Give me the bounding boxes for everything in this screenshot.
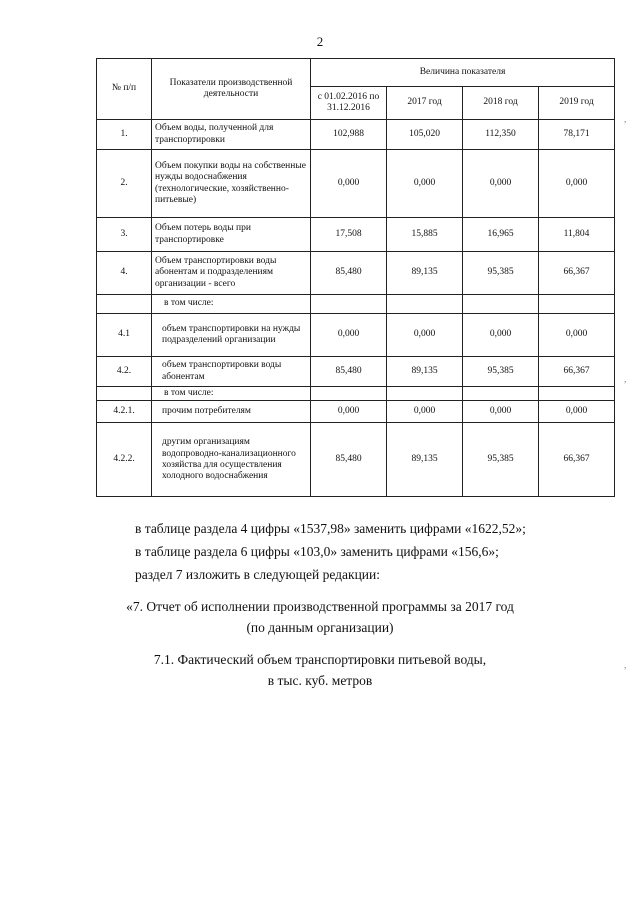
row-number [97, 295, 152, 314]
row-value: 112,350 [463, 120, 539, 150]
row-label: объем транспортировки воды абонентам [152, 357, 311, 387]
amendment-paragraph: раздел 7 изложить в следующей редакции: [135, 567, 381, 582]
table-row [97, 150, 615, 218]
row-value: 85,480 [311, 357, 387, 387]
row-label: прочим потребителям [152, 401, 311, 423]
header-period: 2019 год [539, 87, 615, 120]
row-value: 66,367 [539, 423, 615, 497]
page-number: 2 [316, 34, 324, 49]
header-num: № п/п [97, 59, 152, 120]
row-value [539, 295, 615, 314]
row-number: 3. [97, 218, 152, 252]
row-value: 89,135 [387, 423, 463, 497]
row-value: 0,000 [387, 150, 463, 218]
row-value: 0,000 [463, 314, 539, 357]
row-value: 66,367 [539, 252, 615, 295]
row-value [311, 295, 387, 314]
subsection-title: 7.1. Фактический объем транспортировки питьевой воды, [153, 652, 487, 667]
row-value: 95,385 [463, 423, 539, 497]
margin-mark: , [624, 374, 627, 384]
row-value: 0,000 [311, 401, 387, 423]
subsection-unit: в тыс. куб. метров [267, 673, 373, 688]
table-row [97, 401, 615, 423]
row-value: 78,171 [539, 120, 615, 150]
row-value: 0,000 [539, 401, 615, 423]
row-label: Объем покупки воды на собственные нужды водоснабжения (технологические, хозяйственно-питьевые) [152, 150, 311, 218]
section-title: «7. Отчет об исполнении производственной программы за 2017 год [126, 599, 514, 614]
section-subtitle: (по данным организации) [246, 620, 394, 635]
production-indicators-table [96, 58, 615, 497]
row-value: 15,885 [387, 218, 463, 252]
row-label: Объем потерь воды при транспортировке [152, 218, 311, 252]
row-number: 4.1 [97, 314, 152, 357]
row-value: 0,000 [387, 401, 463, 423]
header-period: 2018 год [463, 87, 539, 120]
header-indicators: Показатели производственной деятельности [152, 59, 311, 120]
row-number: 4.2.1. [97, 401, 152, 423]
row-label: Объем транспортировки воды абонентам и подразделениям организации - всего [152, 252, 311, 295]
row-label: Объем воды, полученной для транспортировки [152, 120, 311, 150]
row-number: 4.2.2. [97, 423, 152, 497]
row-value: 66,367 [539, 357, 615, 387]
row-value: 17,508 [311, 218, 387, 252]
row-value: 11,804 [539, 218, 615, 252]
row-number: 2. [97, 150, 152, 218]
row-number: 1. [97, 120, 152, 150]
table-row [97, 314, 615, 357]
row-value [387, 295, 463, 314]
row-value [387, 387, 463, 401]
row-label: другим организациям водопроводно-канализационного хозяйства для осуществления холодного водоснабжения [152, 423, 311, 497]
row-value [463, 295, 539, 314]
row-value: 85,480 [311, 423, 387, 497]
row-number [97, 387, 152, 401]
row-value: 16,965 [463, 218, 539, 252]
row-value: 105,020 [387, 120, 463, 150]
header-period: с 01.02.2016 по 31.12.2016 [311, 87, 387, 120]
row-value: 0,000 [311, 150, 387, 218]
table-row [97, 423, 615, 497]
table-row [97, 218, 615, 252]
row-value: 0,000 [387, 314, 463, 357]
row-value: 85,480 [311, 252, 387, 295]
row-value: 0,000 [311, 314, 387, 357]
header-period: 2017 год [387, 87, 463, 120]
row-number: 4. [97, 252, 152, 295]
margin-mark: , [624, 114, 627, 124]
margin-mark: , [624, 660, 627, 670]
row-value: 0,000 [463, 150, 539, 218]
table-row [97, 295, 615, 314]
row-label: в том числе: [152, 387, 311, 401]
row-value: 0,000 [539, 314, 615, 357]
row-value [463, 387, 539, 401]
row-value: 95,385 [463, 252, 539, 295]
row-label: объем транспортировки на нужды подразделений организации [152, 314, 311, 357]
row-value: 89,135 [387, 252, 463, 295]
table-row [97, 252, 615, 295]
amendment-paragraph: в таблице раздела 4 цифры «1537,98» заменить цифрами «1622,52»; [135, 521, 526, 536]
table-row [97, 120, 615, 150]
header-value-group: Величина показателя [311, 59, 615, 87]
amendment-paragraph: в таблице раздела 6 цифры «103,0» заменить цифрами «156,6»; [135, 544, 499, 559]
table-row [97, 357, 615, 387]
row-value: 0,000 [463, 401, 539, 423]
table-header-row [97, 59, 615, 87]
table-row [97, 387, 615, 401]
row-value: 95,385 [463, 357, 539, 387]
row-value [311, 387, 387, 401]
row-label: в том числе: [152, 295, 311, 314]
row-value: 102,988 [311, 120, 387, 150]
row-value: 0,000 [539, 150, 615, 218]
row-number: 4.2. [97, 357, 152, 387]
row-value: 89,135 [387, 357, 463, 387]
row-value [539, 387, 615, 401]
